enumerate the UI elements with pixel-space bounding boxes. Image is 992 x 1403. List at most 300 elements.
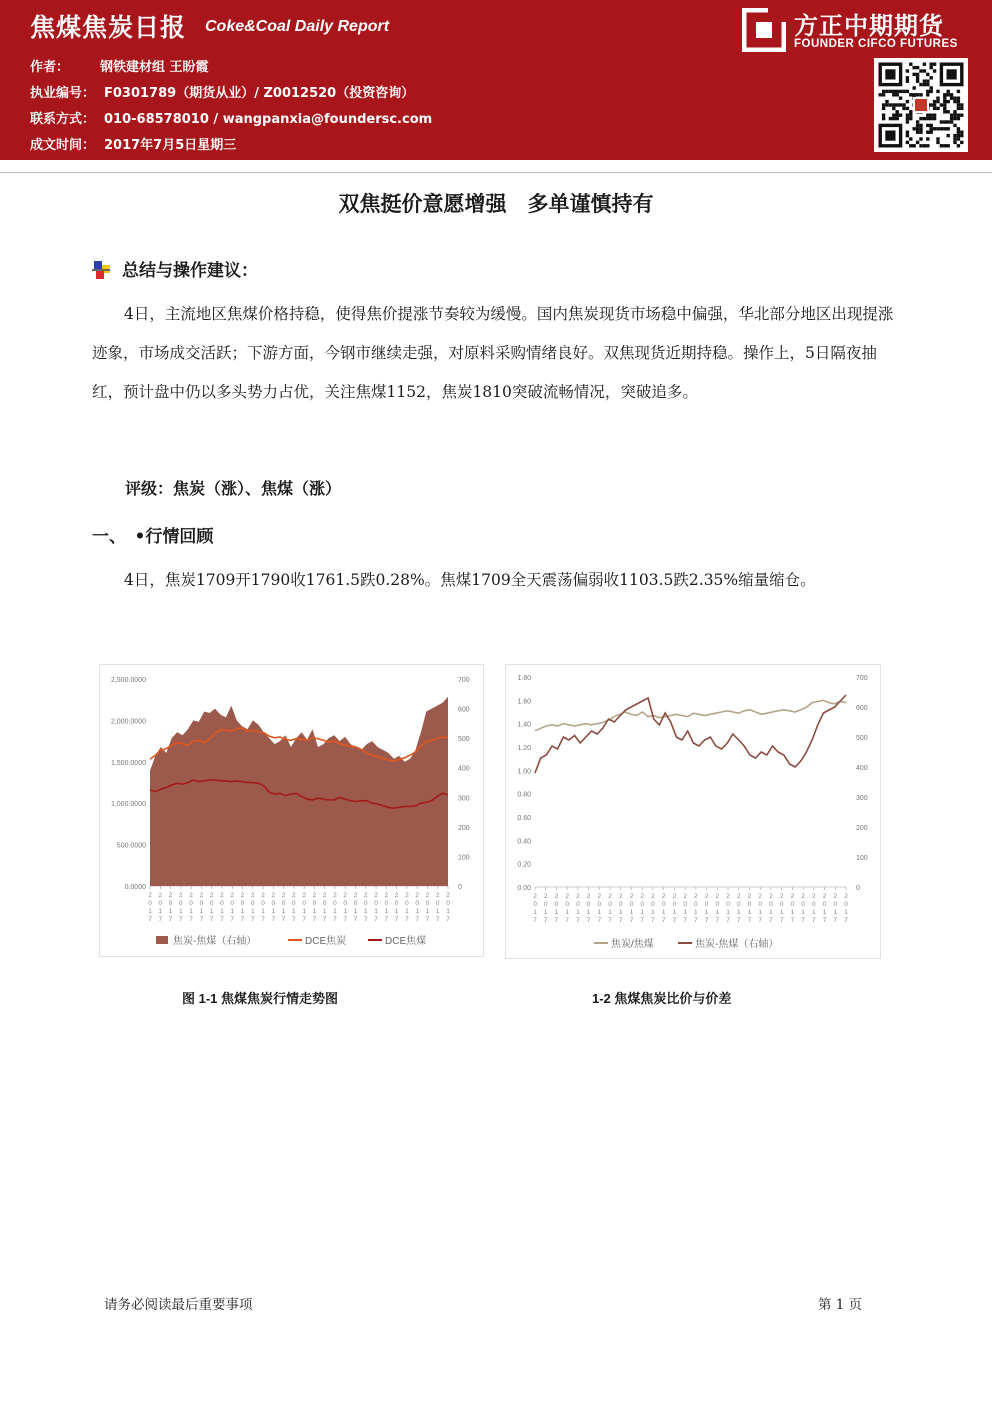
x-tick-label: 2 [822,893,827,900]
qr-module [889,117,892,120]
x-tick-label: 1 [533,909,537,916]
x-tick-label: 2 [158,892,163,899]
qr-module [885,100,888,103]
qr-module [930,127,933,130]
footer-page-number: 第 1 页 [818,1297,863,1313]
legend-label: DCE焦煤 [385,936,427,947]
x-tick-label: 0 [715,901,720,908]
x-tick-label: 1 [651,909,655,916]
x-tick-label: 0 [736,901,741,908]
x-tick-label: 0 [302,900,306,907]
qr-module [930,66,933,69]
x-tick-label: 2 [168,892,173,899]
legend-label: 焦炭/焦煤 [611,939,654,950]
qr-module [916,76,919,79]
qr-module [919,69,922,72]
qr-module [933,63,936,66]
x-tick-label: 0 [384,900,389,907]
qr-module [926,117,929,120]
qr-module [930,131,933,134]
y-right-tick-label: 200 [856,825,868,832]
qr-module [950,117,953,120]
x-tick-label: 2 [333,892,337,899]
y-left-tick-label: 1.60 [517,698,531,706]
x-tick-label: 1 [661,909,666,916]
qr-module [960,141,963,144]
chart2-svg [506,665,880,958]
qr-module [930,103,933,106]
qr-module [926,137,929,140]
x-tick-label: 7 [844,917,848,924]
x-tick-label: 0 [629,901,634,908]
qr-module [909,63,912,66]
qr-module [882,114,885,117]
qr-module [913,73,916,76]
x-tick-label: 7 [704,917,709,924]
qr-module [916,93,919,96]
x-tick-label: 0 [250,900,255,907]
qr-module [882,90,885,93]
x-tick-label: 1 [726,909,730,916]
qr-module [906,134,909,137]
contact-value: 010-68578010 / wangpanxia@foundersc.com [104,112,433,127]
qr-module [926,83,929,86]
x-tick-label: 7 [405,916,409,923]
y-left-tick-label: 0.0000 [124,884,146,891]
x-tick-label: 0 [747,901,752,908]
x-tick-label: 2 [446,892,450,899]
x-tick-label: 1 [640,909,645,916]
x-tick-label: 7 [261,916,265,923]
x-tick-label: 0 [415,900,419,907]
qr-module [950,120,953,123]
x-tick-label: 7 [230,916,235,923]
date-value: 2017年7月5日星期三 [104,138,237,153]
qr-module [919,137,922,140]
x-tick-label: 0 [812,901,816,908]
qr-module [957,100,960,103]
x-tick-label: 2 [576,893,580,900]
x-tick-label: 7 [640,917,645,924]
y-left-tick-label: 1,500.0000 [110,759,146,767]
report-title: 焦煤焦炭日报 [30,13,187,42]
x-tick-label: 7 [597,917,602,924]
x-tick-label: 2 [148,892,152,899]
x-tick-label: 0 [261,900,265,907]
qr-module [940,120,943,123]
qr-module [892,117,895,120]
y-left-tick-label: 500.0000 [116,842,146,850]
qr-module [916,131,919,134]
y-right-tick-label: 200 [458,824,470,832]
x-tick-label: 0 [597,901,602,908]
x-tick-label: 2 [374,892,378,899]
qr-module [906,76,909,79]
x-tick-label: 1 [694,909,698,916]
x-tick-label: 2 [554,893,559,900]
x-tick-label: 0 [374,900,378,907]
qr-module [930,86,933,89]
x-tick-label: 0 [543,901,548,908]
logo-cn-text: 方正中期期货 [794,12,944,40]
x-tick-label: 2 [812,893,816,900]
x-tick-label: 1 [148,908,152,915]
qr-module [906,90,909,93]
y-left-tick-label: 2,000.0000 [110,718,146,726]
qr-module [953,110,956,113]
qr-module [936,141,939,144]
x-tick-label: 7 [199,916,204,923]
x-tick-label: 2 [629,893,634,900]
summary-heading-text: 总结与操作建议： [122,261,258,281]
x-tick-label: 7 [446,916,450,923]
qr-module [950,97,953,100]
x-tick-label: 2 [435,892,440,899]
x-tick-label: 1 [220,908,224,915]
x-tick-label: 0 [220,900,224,907]
x-tick-label: 0 [148,900,152,907]
qr-module [919,93,922,96]
x-tick-label: 0 [683,901,687,908]
qr-module [906,131,909,134]
y-left-tick-label: 1.40 [517,721,531,729]
license-label: 执业编号： [30,86,96,101]
x-tick-label: 1 [374,908,378,915]
x-tick-label: 7 [586,917,591,924]
legend-label: 焦炭-焦煤（右轴） [173,936,257,947]
x-tick-label: 0 [694,901,698,908]
x-tick-label: 7 [148,916,152,923]
x-tick-label: 7 [394,916,399,923]
x-tick-label: 0 [281,900,286,907]
y-left-tick-label: 1.00 [517,768,531,776]
x-tick-label: 1 [435,908,440,915]
x-tick-label: 7 [302,916,306,923]
x-tick-label: 1 [736,909,741,916]
x-tick-label: 2 [322,892,327,899]
x-tick-label: 0 [672,901,677,908]
x-tick-label: 2 [312,892,317,899]
qr-module [930,114,933,117]
chart-ratio-spread [505,664,881,959]
qr-module [936,90,939,93]
report-title-en: Coke&Coal Daily Report [205,18,390,35]
qr-module [936,127,939,130]
footer-disclaimer: 请务必阅读最后重要事项 [104,1297,253,1313]
summary-paragraph: 4日，主流地区焦煤价格持稳，使得焦价提涨节奏较为缓慢。国内焦炭现货市场稳中偏强，华北部分地区出现提涨迹象，市场成交活跃；下游方面，今钢市继续走强，对原料采购情绪良好。双焦现货近期持稳。操作上，5日隔夜抽红，预计盘中仍以多头势力占优，关注焦煤1152，焦炭1810突破流畅情况，突破追多。 [92,305,894,401]
x-tick-label: 1 [704,909,709,916]
x-tick-label: 0 [199,900,204,907]
qr-module [936,137,939,140]
qr-module [926,73,929,76]
x-tick-label: 2 [736,893,741,900]
qr-module [933,107,936,110]
qr-module [953,100,956,103]
x-tick-label: 2 [281,892,286,899]
x-tick-label: 0 [189,900,193,907]
qr-module [926,90,929,93]
x-tick-label: 2 [608,893,612,900]
x-tick-label: 7 [435,916,440,923]
qr-module [909,93,912,96]
x-tick-label: 7 [833,917,838,924]
qr-module [916,127,919,130]
x-tick-label: 7 [333,916,337,923]
x-tick-label: 2 [758,893,763,900]
x-tick-label: 0 [618,901,623,908]
qr-module [947,110,950,113]
qr-module [957,131,960,134]
y-right-tick-label: 0 [458,884,462,891]
x-tick-label: 0 [651,901,655,908]
qr-module [913,86,916,89]
qr-module [919,117,922,120]
x-tick-label: 2 [618,893,623,900]
qr-module [943,144,946,147]
x-tick-label: 7 [661,917,666,924]
qr-module [943,110,946,113]
x-tick-label: 0 [833,901,838,908]
qr-module [896,114,899,117]
x-tick-label: 0 [769,901,773,908]
qr-module [892,93,895,96]
license-row [30,82,414,101]
qr-module [933,103,936,106]
x-tick-label: 1 [158,908,163,915]
x-tick-label: 1 [618,909,623,916]
qr-module [953,114,956,117]
qr-module [926,93,929,96]
x-tick-label: 2 [384,892,389,899]
qr-module [885,103,888,106]
qr-module [899,114,902,117]
x-tick-label: 2 [425,892,430,899]
x-tick-label: 0 [586,901,591,908]
x-tick-label: 0 [158,900,163,907]
qr-module [947,134,950,137]
qr-module [930,76,933,79]
x-tick-label: 7 [543,917,548,924]
x-tick-label: 0 [394,900,399,907]
x-tick-label: 7 [629,917,634,924]
qr-module [906,141,909,144]
x-tick-label: 7 [769,917,773,924]
x-tick-label: 7 [363,916,368,923]
x-tick-label: 2 [394,892,399,899]
x-tick-label: 7 [168,916,173,923]
qr-finder-core [885,69,895,79]
qr-module [916,124,919,127]
x-tick-label: 7 [271,916,276,923]
x-tick-label: 2 [586,893,591,900]
x-tick-label: 7 [801,917,805,924]
qr-module [923,83,926,86]
qr-module [947,100,950,103]
x-tick-label: 0 [405,900,409,907]
x-tick-label: 1 [415,908,419,915]
x-tick-label: 7 [608,917,612,924]
x-tick-label: 7 [651,917,655,924]
qr-code-icon [874,58,968,152]
qr-module [943,100,946,103]
license-value: F0301789（期货从业）/ Z0012520（投资咨询） [104,86,415,101]
qr-module [960,107,963,110]
qr-module [909,114,912,117]
qr-module [957,114,960,117]
qr-module [923,144,926,147]
x-tick-label: 0 [333,900,337,907]
y-left-tick-label: 1,000.0000 [110,801,146,809]
qr-module [892,103,895,106]
x-tick-label: 2 [533,893,537,900]
date-label: 成文时间： [30,138,96,153]
qr-module [947,93,950,96]
x-tick-label: 0 [533,901,537,908]
header-divider [0,160,992,173]
qr-module [919,144,922,147]
x-tick-label: 1 [302,908,306,915]
qr-module [936,97,939,100]
x-tick-label: 7 [158,916,163,923]
x-tick-label: 0 [168,900,173,907]
x-tick-label: 7 [322,916,327,923]
qr-module [902,107,905,110]
x-tick-label: 7 [822,917,827,924]
qr-module [913,127,916,130]
x-tick-label: 0 [801,901,805,908]
qr-module [919,131,922,134]
y-right-tick-label: 100 [458,854,470,862]
contact-label: 联系方式： [30,112,96,127]
x-tick-label: 1 [586,909,591,916]
qr-module [909,110,912,113]
x-tick-label: 2 [271,892,276,899]
x-tick-label: 0 [704,901,709,908]
qr-module [923,80,926,83]
x-tick-label: 1 [250,908,255,915]
author-row [30,56,209,75]
qr-module [919,124,922,127]
qr-finder-core [947,69,957,79]
qr-module [953,124,956,127]
qr-module [913,144,916,147]
x-tick-label: 2 [199,892,204,899]
x-tick-label: 7 [576,917,580,924]
x-tick-label: 2 [844,893,848,900]
y-right-tick-label: 400 [458,765,470,773]
qr-module [930,117,933,120]
x-tick-label: 1 [281,908,286,915]
qr-module [923,117,926,120]
legend-swatch [156,936,168,944]
x-tick-label: 7 [747,917,752,924]
x-tick-label: 0 [240,900,245,907]
y-left-tick-label: 1.20 [517,745,531,752]
x-tick-label: 1 [446,908,450,915]
x-tick-label: 2 [240,892,245,899]
x-tick-label: 1 [353,908,358,915]
x-tick-label: 0 [271,900,276,907]
x-tick-label: 0 [446,900,450,907]
qr-module [906,100,909,103]
x-tick-label: 2 [250,892,255,899]
x-tick-label: 7 [209,916,214,923]
x-tick-label: 1 [608,909,612,916]
qr-module [957,90,960,93]
x-tick-label: 1 [322,908,327,915]
date-row [30,134,236,153]
x-tick-label: 1 [394,908,399,915]
x-tick-label: 1 [179,908,183,915]
x-tick-label: 2 [683,893,687,900]
x-tick-label: 1 [565,909,569,916]
x-tick-label: 1 [758,909,763,916]
x-tick-label: 7 [533,917,537,924]
figure-1-caption: 图 1-1 焦煤焦炭行情走势图 [182,991,339,1006]
x-tick-label: 0 [425,900,430,907]
qr-center-logo [915,99,927,111]
x-tick-label: 2 [292,892,296,899]
qr-module [889,90,892,93]
y-left-tick-label: 0.80 [517,791,531,799]
y-right-tick-label: 300 [458,795,470,803]
y-right-tick-label: 600 [458,706,470,714]
qr-module [906,107,909,110]
qr-module [923,63,926,66]
qr-module [926,131,929,134]
qr-module [926,80,929,83]
x-tick-label: 7 [374,916,378,923]
x-tick-label: 1 [683,909,687,916]
section-bullet-icon [92,261,114,281]
x-tick-label: 0 [435,900,440,907]
qr-module [943,107,946,110]
qr-module [923,69,926,72]
qr-module [943,93,946,96]
qr-module [930,124,933,127]
x-tick-label: 2 [343,892,348,899]
qr-module [889,103,892,106]
qr-module [957,103,960,106]
qr-module [957,127,960,130]
y-right-tick-label: 600 [856,705,868,712]
x-tick-label: 1 [292,908,296,915]
x-tick-label: 1 [363,908,368,915]
qr-module [933,114,936,117]
x-tick-label: 7 [312,916,317,923]
logo-mark-icon [742,8,786,52]
x-tick-label: 7 [189,916,193,923]
x-tick-label: 7 [726,917,730,924]
x-tick-label: 2 [769,893,773,900]
qr-module [902,103,905,106]
qr-module [909,144,912,147]
y-right-tick-label: 500 [458,736,470,744]
x-tick-label: 2 [779,893,784,900]
x-tick-label: 2 [230,892,235,899]
x-tick-label: 1 [405,908,409,915]
qr-module [957,134,960,137]
legend-label: DCE焦炭 [305,936,347,947]
qr-module [943,127,946,130]
y-right-tick-label: 700 [856,675,868,682]
x-tick-label: 7 [281,916,286,923]
x-tick-label: 7 [736,917,741,924]
x-tick-label: 0 [661,901,666,908]
market-review-heading: 一、 •行情回顾 [92,527,214,547]
qr-module [919,127,922,130]
x-tick-label: 7 [618,917,623,924]
